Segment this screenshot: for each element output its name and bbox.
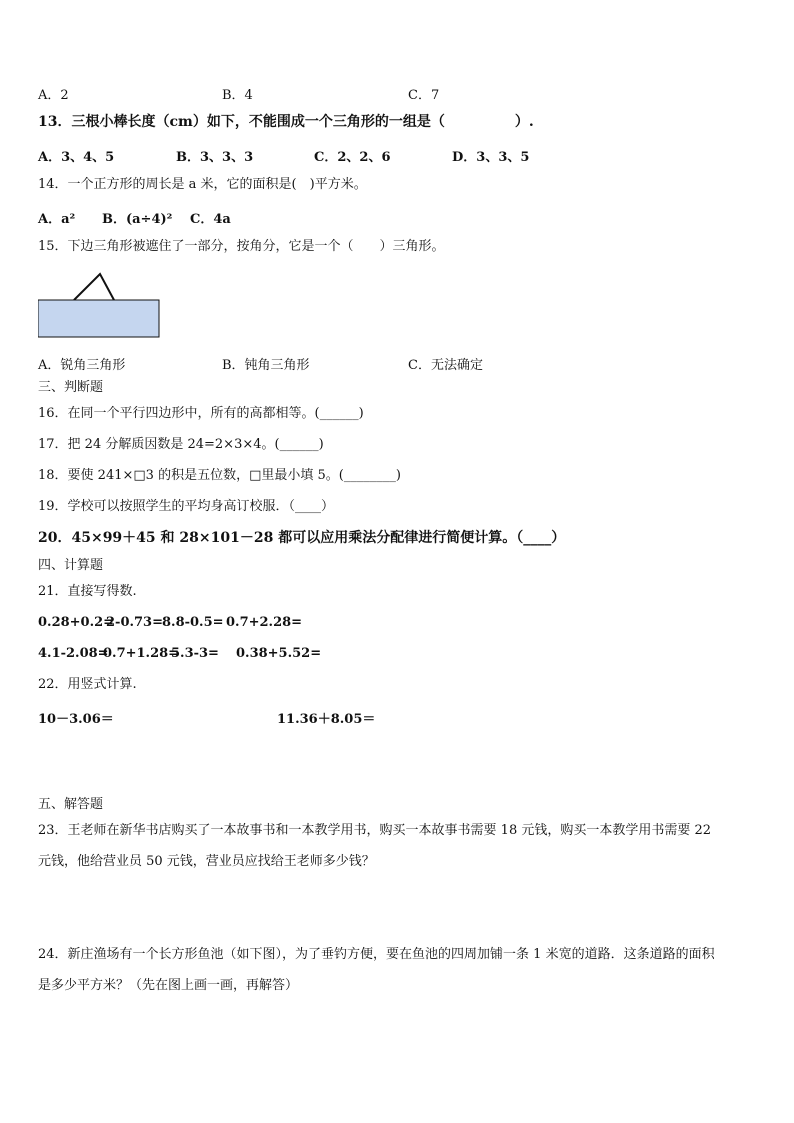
q15-text: 15．下边三角形被遮住了一部分，按角分，它是一个（ ）三角形。 — [38, 239, 445, 254]
q14-text: 14．一个正方形的周长是 a 米，它的面积是( )平方米。 — [38, 177, 367, 192]
q15-option-a: A．锐角三角形 — [38, 358, 126, 373]
covering-rectangle — [38, 300, 159, 337]
q24-line1: 24．新庄渔场有一个长方形鱼池（如下图），为了垂钓方便，要在鱼池的四周加铺一条 1 米宽的道路．这条道路的面积 — [38, 947, 715, 962]
q23-line2: 元钱，他给营业员 50 元钱，营业员应找给王老师多少钱？ — [38, 854, 375, 869]
q21-item: 0.38+5.52= — [236, 646, 322, 661]
q21-text: 21．直接写得数. — [38, 584, 137, 599]
q13-option-b: B．3、3、3 — [176, 150, 254, 165]
q20-text: 20．45×99＋45 和 28×101－28 都可以应用乘法分配律进行简便计算。（____） — [38, 530, 566, 546]
q13-option-c: C．2、2、6 — [314, 150, 391, 165]
q22-item: 10－3.06＝ — [38, 712, 114, 727]
q18-text: 18．要使 241×□3 的积是五位数，□里最小填 5。(________) — [38, 468, 401, 483]
q12-option-a: A．2 — [38, 88, 69, 103]
q14-option-b: B．(a÷4)² — [102, 212, 173, 227]
q15-option-c: C．无法确定 — [408, 358, 483, 373]
q21-item: 0.28+0.2= — [38, 615, 115, 630]
q22-text: 22．用竖式计算. — [38, 677, 137, 692]
section-3-heading: 三、判断题 — [38, 380, 104, 395]
q15-option-b: B．钝角三角形 — [222, 358, 310, 373]
q21-item: 4.1-2.08= — [38, 646, 109, 661]
q21-item: 8.8-0.5= — [162, 615, 224, 630]
q21-item: 0.7+1.28= — [103, 646, 180, 661]
q19-text: 19．学校可以按照学生的平均身高订校服．（____） — [38, 499, 335, 514]
q21-item: 5.3-3= — [171, 646, 219, 661]
q13-option-a: A．3、4、5 — [38, 150, 115, 165]
q17-text: 17．把 24 分解质因数是 24=2×3×4。(______) — [38, 437, 324, 452]
section-5-heading: 五、解答题 — [38, 797, 104, 812]
q12-option-b: B．4 — [222, 88, 253, 103]
q12-option-c: C．7 — [408, 88, 440, 103]
q13-text: 13．三根小棒长度（cm）如下，不能围成一个三角形的一组是（ ）. — [38, 114, 534, 130]
triangle-visible-part — [74, 274, 114, 300]
section-4-heading: 四、计算题 — [38, 558, 104, 573]
q21-item: 0.7+2.28= — [226, 615, 303, 630]
hidden-triangle-figure — [38, 268, 162, 340]
q23-line1: 23．王老师在新华书店购买了一本故事书和一本教学用书，购买一本故事书需要 18 元钱，购买一本教学用书需要 22 — [38, 823, 712, 838]
q13-option-d: D．3、3、5 — [452, 150, 530, 165]
q14-option-c: C．4a — [190, 212, 231, 227]
q16-text: 16．在同一个平行四边形中，所有的高都相等。(______) — [38, 406, 364, 421]
q21-item: 2-0.73= — [106, 615, 163, 630]
q22-item: 11.36＋8.05＝ — [277, 712, 376, 727]
q24-line2: 是多少平方米？（先在图上画一画，再解答） — [38, 978, 299, 993]
q14-option-a: A．a² — [38, 212, 76, 227]
